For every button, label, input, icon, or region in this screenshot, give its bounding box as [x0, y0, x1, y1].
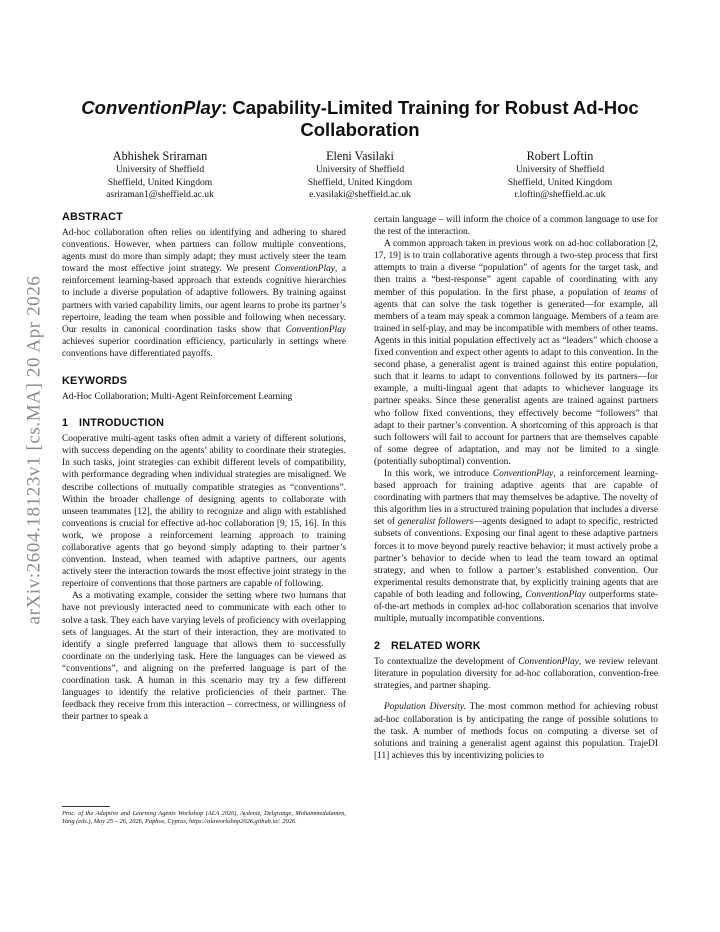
paragraph-text-part: —agents designed to adapt to specific, restricted subsets of conventions. Exposing our final agent to these adaptive partners forces it to move beyond purely reactive behavior; it must actively probe a partner’s behavior to decide when to lead the team toward an optimal strategy, and when to follow a partner’s established convention. Our experimental results demonstrate that, by explicitly training agents that are capable of both leading and following, [374, 517, 658, 600]
arxiv-identifier-text: arXiv:2604.18123v1 [cs.MA] 20 Apr 2026 [23, 275, 44, 625]
author-location: Sheffield, United Kingdom [107, 176, 213, 188]
related-work-heading [374, 640, 658, 653]
section-title: RELATED WORK [391, 640, 481, 653]
author-email: asriraman1@sheffield.ac.uk [106, 189, 214, 201]
footnote-rule [62, 806, 110, 807]
right-column [374, 214, 658, 762]
intro-paragraph-3 [374, 238, 658, 468]
intro-paragraph-1: Cooperative multi-agent tasks often admit a variety of different solutions, with success depending on the agents’ ability to coordinate their strategies. In such tasks, joint strategies can exhibit different levels of compatibility, with performance degrading when individual strategies are misaligned. We describe collections of mutually compatible strategies as “conventions”. Within the broader challenge of designing agents to collaborate with unseen teammates [12], the ability to recognize and align with established conventions is crucial for effective ad-hoc collaboration [9, 15, 16]. In this work, we propose a reinforcement learning approach to training collaborative agents that go beyond simply adapting to their partner’s convention. Instead, when teamed with adaptive partners, our agents actively steer the interaction towards the most effective joint strategy in the repertoire of conventions that those partners are capable of following. [62, 434, 346, 590]
author-2 [262, 149, 458, 202]
related-paragraph-1 [374, 656, 658, 692]
abstract-system-name: ConventionPlay [285, 324, 346, 335]
paragraph-text-part: To contextualize the development of [374, 657, 519, 668]
abstract-heading: ABSTRACT [62, 211, 123, 223]
paragraph-text-part: A common approach taken in previous work on ad-hoc collaboration [2, 17, 19] is to train collaborative agents through a two-step process that first attempts to train a diverse “population” of agents for the target task, and then trains a “best-response” agent capable of coordinating with any member of this population. In the first phase, a population of [374, 239, 658, 298]
keywords-heading: KEYWORDS [62, 375, 128, 388]
intro-paragraph-2: As a motivating example, consider the setting where two humans that have not previously interacted need to communicate with each other to solve a task. They each have varying levels of proficiency with overlapping sets of languages. At the start of their interaction, they are motivated to identify a single preferred language that allows them to successfully coordinate on the underlying task. Here the languages can be viewed as “conventions”, and aligning on the preferred language is part of the coordination task. A human in this scenario may try a few different languages to identify the relative proficiencies of their partner. The feedback they receive from this interaction – correctness, or willingness of their partner to speak a [62, 591, 346, 723]
section-number: 2 [374, 640, 381, 653]
intro-paragraph-4 [374, 468, 658, 625]
related-paragraph-2 [374, 701, 658, 761]
paragraph-text-part: In this work, we introduce [384, 468, 493, 479]
author-email: r.loftin@sheffield.ac.uk [514, 189, 606, 201]
emphasis-generalist-followers: generalist followers [397, 517, 474, 528]
keywords-text: Ad-Hoc Collaboration; Multi-Agent Reinforcement Learning [62, 392, 293, 403]
author-affiliation: University of Sheffield [115, 164, 205, 175]
paragraph-text-part: The most common method for achieving robust ad-hoc collaboration is by anticipating the range of possible solutions to the task. A number of methods focus on computing a diverse set of solutions and training a generalist agent against this population. TrajeDI [11] achieves this by incentivizing policies to [374, 702, 658, 761]
section-number: 1 [62, 417, 69, 430]
emphasis-system-name: ConventionPlay [525, 589, 586, 600]
abstract-text [62, 227, 346, 360]
author-name: Eleni Vasilaki [326, 149, 394, 163]
paragraph-text-part: outperforms state-of-the-art methods in complex ad-hoc collaboration scenarios that involve multiple, mutually incompatible conventions. [374, 589, 658, 625]
author-name: Robert Loftin [526, 149, 594, 163]
author-email: e.vasilaki@sheffield.ac.uk [309, 189, 411, 201]
subsection-heading: Population Diversity. [384, 702, 466, 713]
emphasis-teams: teams [624, 287, 647, 298]
abstract-system-name: ConventionPlay [274, 264, 335, 275]
introduction-heading [62, 417, 346, 430]
emphasis-system-name: ConventionPlay [492, 468, 554, 479]
arxiv-identifier [16, 255, 52, 645]
paragraph-text-part: , we review relevant literature in population diversity for ad-hoc collaboration, convention-free strategies, and partner shaping. [374, 657, 658, 692]
author-affiliation: University of Sheffield [515, 164, 605, 175]
footnote: Proc. of the Adaptive and Learning Agents Workshop (ALA 2026), Aydeniz, Delgrange, Mohammedalamen, Yang (eds.), May 25 – 26, 2026, Paphos, Cyprus, https://alaworkshop2026.github.io/. 2026. [62, 810, 346, 826]
author-affiliation: University of Sheffield [315, 164, 405, 175]
author-1 [62, 149, 258, 202]
author-3 [462, 149, 658, 202]
paper-title-italic: ConventionPlay [81, 97, 222, 118]
author-location: Sheffield, United Kingdom [307, 176, 413, 188]
paragraph-text-part: of agents that can solve the task together is generated—for example, all members of a team may speak a common language. Members of a team are trained in self-play, and may be incompatible with members of other teams. Agents in this initial population effectively act as “leaders” which choose a fixed convention and expect other agents to adapt to this convention. In the second phase, a generalist agent is trained against this entire population, such that it learns to adapt to conventions followed by its partners—for example, a multi-lingual agent that adapts to whichever language its partner speaks. Since these generalist agents are trained against partners who follow fixed conventions, they effectively become “followers” that adapt to their partner’s convention. A shortcoming of this approach is that such followers will fail to account for partners that are themselves capable of some degree of adaptation, and may not be limited to a single (potentially suboptimal) convention. [374, 287, 658, 467]
author-block [62, 149, 658, 202]
abstract-text-part: Ad-hoc collaboration often relies on identifying and adhering to shared conventions. However, when partners can follow multiple conventions, agents must do more than simply adapt; they must actively steer the team toward the most effective joint strategy. We present [62, 228, 346, 275]
author-name: Abhishek Sriraman [112, 149, 208, 163]
paragraph-text-part: , a reinforcement learning-based approach for training adaptive agents that are capable of coordinating with partners that may themselves be adaptive. The novelty of this algorithm lies in a structured training population that includes a diverse set of [374, 468, 658, 528]
paper-title [60, 97, 660, 141]
emphasis-system-name: ConventionPlay [518, 657, 579, 668]
author-location: Sheffield, United Kingdom [507, 176, 613, 188]
section-title: INTRODUCTION [79, 417, 165, 430]
left-column [62, 211, 346, 723]
paper-title-rest: : Capability-Limited Training for Robust Ad-Hoc Collaboration [221, 97, 639, 140]
abstract-text-part: , a reinforcement learning-based approach that extends cognitive hierarchies to include a diverse population of adaptive followers. By training against partners with varied capability limits, our agent learns to probe its partner’s repertoire, leading the team when possible and following when necessary. Our results in canonical coordination tasks show that [62, 264, 346, 335]
abstract-text-part: achieves superior coordination efficiency, particularly in settings where conventions have differentiated payoffs. [62, 336, 346, 359]
intro-paragraph-continued: certain language – will inform the choice of a common language to use for the rest of the interaction. [374, 215, 658, 238]
